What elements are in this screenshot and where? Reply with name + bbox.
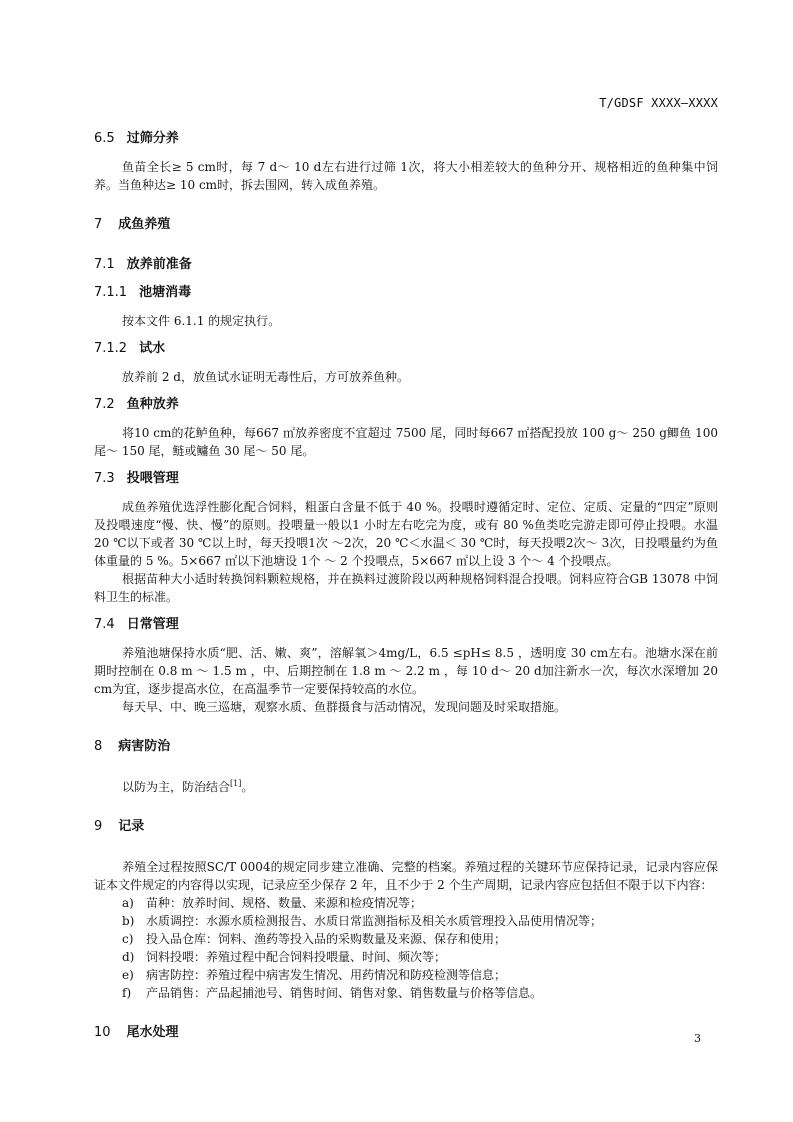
heading-title: 鱼种放养 — [126, 397, 179, 412]
heading-10 — [94, 1024, 718, 1042]
heading-title: 放养前准备 — [126, 257, 192, 272]
heading-number: 8 — [94, 739, 103, 754]
paragraph: 养殖全过程按照SC/T 0004的规定同步建立准确、完整的档案。养殖过程的关键环节应保持记录，记录内容应保证本文件规定的内容得以实现，记录应至少保存 2 年，且不少于 2 个生产周期，记录内容应包括但不限于以下内容： — [94, 860, 718, 892]
heading-number: 7.1.2 — [94, 341, 128, 356]
heading-title: 记录 — [118, 819, 145, 834]
paragraph: 根据苗种大小适时转换饲料颗粒规格，并在换料过渡阶段以两种规格饲料混合投喂。饲料应符合GB 13078 中饲料卫生的标准。 — [94, 572, 718, 604]
list-marker: e) — [122, 968, 134, 982]
list-text: 产品销售：产品起捕池号、销售时间、销售对象、销售数量与价格等信息。 — [146, 986, 543, 1000]
list-item — [94, 948, 718, 966]
page-number: 3 — [694, 1032, 701, 1045]
heading-number: 7.3 — [94, 471, 115, 486]
heading-title: 池塘消毒 — [139, 285, 192, 300]
heading-number: 7.2 — [94, 397, 115, 412]
list-item — [94, 930, 718, 948]
heading-title: 日常管理 — [126, 617, 179, 632]
heading-number: 10 — [94, 1025, 111, 1040]
heading-7-2 — [94, 396, 718, 414]
heading-number: 7.4 — [94, 617, 115, 632]
list-marker: a) — [122, 896, 134, 910]
heading-number: 7 — [94, 217, 103, 232]
paragraph: 按本文件 6.1.1 的规定执行。 — [122, 314, 281, 328]
heading-title: 病害防治 — [118, 739, 171, 754]
heading-title: 试水 — [139, 341, 166, 356]
paragraph-text: 以防为主，防治结合 — [122, 780, 231, 794]
heading-7-3 — [94, 470, 718, 488]
heading-7-1-2 — [94, 340, 718, 358]
list-marker: d) — [122, 950, 135, 964]
heading-8 — [94, 738, 718, 756]
heading-7-1 — [94, 256, 718, 274]
paragraph: 鱼苗全长≥ 5 cm时，每 7 d～ 10 d左右进行过筛 1次，将大小相差较大的鱼种分开、规格相近的鱼种集中饲养。当鱼种达≥ 10 cm时，拆去围网，转入成鱼养殖。 — [94, 160, 718, 192]
list-marker: f) — [122, 986, 132, 1000]
heading-title: 投喂管理 — [126, 471, 179, 486]
list-item — [94, 966, 718, 984]
record-list — [94, 894, 718, 1002]
paragraph-end: 。 — [241, 780, 254, 794]
list-text: 水质调控：水源水质检测报告、水质日常监测指标及相关水质管理投入品使用情况等； — [146, 914, 603, 928]
heading-title: 成鱼养殖 — [118, 217, 171, 232]
list-text: 苗种：放养时间、规格、数量、来源和检疫情况等； — [146, 896, 423, 910]
heading-number: 7.1.1 — [94, 285, 128, 300]
document-code: T/GDSF XXXX—XXXX — [599, 96, 718, 110]
reference-marker[interactable]: [1] — [230, 779, 242, 788]
paragraph: 成鱼养殖优选浮性膨化配合饲料，粗蛋白含量不低于 40 %。投喂时遵循定时、定位、定质、定量的“四定”原则及投喂速度“慢、快、慢”的原则。投喂量一般以1 小时左右吃完为度，或有 80 %鱼类吃完游走即可停止投喂。水温 20 ℃以下或者 30 ℃以上时，每天投喂1次 ～2次，20 ℃＜水温＜ 30 ℃时，每天投喂2次～ 3次，日投喂量约为鱼体重量的 5 %。5×667 ㎡以下池塘设 1个 ～ 2 个投喂点，5×667 ㎡以上设 3 个～ 4 个投喂点。 — [94, 500, 718, 568]
heading-title: 尾水处理 — [126, 1025, 179, 1040]
heading-7 — [94, 216, 718, 234]
paragraph: 将10 cm的花鲈鱼种，每667 ㎡放养密度不宜超过 7500 尾，同时每667 ㎡搭配投放 100 g～ 250 g鲫鱼 100 尾～ 150 尾，鲢或鳙鱼 30 尾～ 50 尾。 — [94, 426, 718, 458]
heading-6-5 — [94, 130, 718, 148]
list-item — [94, 984, 718, 1002]
heading-title: 过筛分养 — [126, 131, 179, 146]
heading-number: 7.1 — [94, 257, 115, 272]
list-item — [94, 912, 718, 930]
list-text: 饲料投喂：养殖过程中配合饲料投喂量、时间、频次等； — [146, 950, 447, 964]
list-text: 病害防控：养殖过程中病害发生情况、用药情况和防疫检测等信息； — [146, 968, 507, 982]
paragraph: 养殖池塘保持水质“肥、活、嫩、爽”，溶解氧＞4mg/L，6.5 ≤pH≤ 8.5 ，透明度 30 cm左右。池塘水深在前期时控制在 0.8 m ～ 1.5 m ，中、后期控制在 1.8 m ～ 2.2 m ，每 10 d～ 20 d加注新水一次，每次水深增加 20 cm为宜，逐步提高水位，在高温季节一定要保持较高的水位。 — [94, 646, 718, 696]
list-item — [94, 894, 718, 912]
paragraph — [94, 778, 718, 796]
heading-9 — [94, 818, 718, 836]
paragraph: 每天早、中、晚三巡塘，观察水质、鱼群摄食与活动情况，发现问题及时采取措施。 — [122, 700, 567, 714]
heading-number: 9 — [94, 819, 103, 834]
heading-7-4 — [94, 616, 718, 634]
heading-7-1-1 — [94, 284, 718, 302]
list-marker: c) — [122, 932, 134, 946]
list-text: 投入品仓库：饲料、渔药等投入品的采购数量及来源、保存和使用； — [146, 932, 507, 946]
list-marker: b) — [122, 914, 135, 928]
paragraph: 放养前 2 d，放鱼试水证明无毒性后，方可放养鱼种。 — [122, 370, 409, 384]
document-body — [94, 130, 718, 1042]
heading-number: 6.5 — [94, 131, 115, 146]
